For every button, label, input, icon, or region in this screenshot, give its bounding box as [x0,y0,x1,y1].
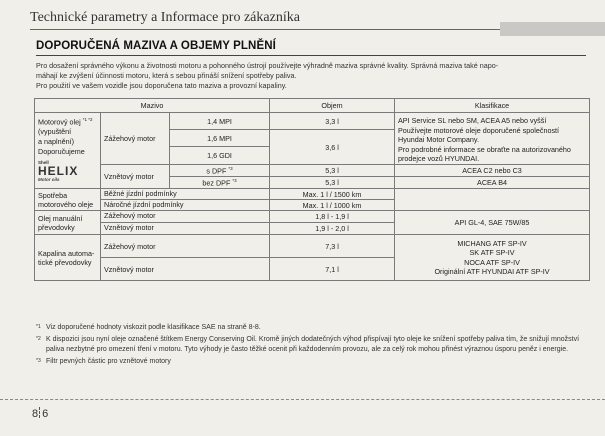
intro-line: Pro dosažení správného výkonu a životnosti motoru a pohonného ústrojí používejte výhradně maziva správné kvality. Správná maziva také napo- [36,61,499,70]
condition-cell: Náročné jízdní podmínky [101,200,270,211]
volume-cell: 5,3 l [270,177,395,189]
engine-cell: 1,6 MPI [170,130,270,147]
footnote [36,357,586,366]
engine-cell: Vznětový motor [101,223,270,235]
intro-line: máhají ke zvýšení účinnosti motoru, která s sebou přináší snížení spotřeby paliva. [36,71,297,80]
motor-oil-line: Doporučujeme [38,147,85,157]
footnote [36,335,586,354]
section-rule [36,55,586,56]
volume-cell: 3,3 l [270,113,395,130]
footnote [36,323,586,332]
class-line: MICHANG ATF SP-IV [457,238,527,248]
footnote-text: Filtr pevných částic pro vznětové motory [46,358,171,366]
page-separator [39,407,41,418]
condition-cell: Běžné jízdní podmínky [101,189,270,200]
footer-dashed-rule [0,399,605,400]
class-line: Originální ATF HYUNDAI ATF SP-IV [434,267,550,276]
petrol-engine-label: Zážehový motor [101,113,170,165]
table-row [35,211,590,223]
volume-cell: 5,3 l [270,165,395,177]
section-title: DOPORUČENÁ MAZIVA A OBJEMY PLNĚNÍ [36,40,276,52]
class-line: NOCA ATF SP-IV [464,257,520,267]
header-rule [30,29,500,30]
footnote-mark: *1 [36,324,41,330]
motor-oil-line: a naplnění) [38,137,74,147]
logo-motor-text: Motor oils [38,177,60,183]
class-cell: ACEA C2 nebo C3 [395,165,590,177]
motor-oil-line: (vypuštění [38,127,72,137]
engine-cell: Zážehový motor [101,211,270,223]
footnote-ref: *3 [232,177,237,183]
engine-cell: 1,6 GDI [170,147,270,165]
table-row [35,113,590,130]
engine-cell: Zážehový motor [101,235,270,258]
table-row [35,189,590,200]
page-section: 8 [32,408,39,420]
footnotes [36,323,586,370]
table-row [35,235,590,258]
volume-cell: Max. 1 l / 1000 km [270,200,395,211]
footnote-ref: *3 [228,165,233,171]
volume-cell: 1,9 l - 2,0 l [270,223,395,235]
class-line: SK ATF SP-IV [469,248,515,257]
header-klasifikace: Klasifikace [395,99,590,113]
logo-helix-text: HELIX [38,164,79,179]
intro-text [36,61,588,91]
manual-transmission-label: Olej manuální převodovky [35,211,101,235]
volume-cell: 7,1 l [270,258,395,281]
shell-helix-logo [38,160,96,186]
automatic-transmission-label: Kapalina automa-tické převodovky [35,235,101,281]
page-header-title: Technické parametry a Informace pro zákazníka [30,10,300,25]
engine-cell: 1,4 MPI [170,113,270,130]
header-mazivo: Mazivo [35,99,270,113]
volume-cell: 7,3 l [270,235,395,258]
class-line: API Service SL nebo SM, ACEA A5 nebo vyšší [398,116,547,125]
class-line: Používejte motorové oleje doporučené společností Hyundai Motor Company. [398,125,560,144]
footnote-text: K dispozici jsou nyní oleje označené štítkem Energy Conserving Oil. Kromě jiných dodatečných výhod přispívají tyto oleje ke snížení spotřeby paliva tím, že snižují množství paliva nezbytné pro omezení tření v motoru. Tyto výhody je často těžké ocenit při každodenním provozu, ale za celý rok mohou přinést výraznou úsporu peněz i energie. [46,336,580,353]
intro-line: Pro použití ve vašem vozidle jsou doporučena tato maziva a provozní kapaliny. [36,81,287,90]
logo-shell-text: Shell [38,160,49,166]
footnote-mark: *3 [36,358,41,365]
engine-dpf: s DPF [206,166,227,176]
engine-no-dpf: bez DPF [202,178,231,188]
motor-oil-line: Motorový olej [38,117,81,127]
class-cell [395,189,590,211]
footnote-ref: *1 *2 [82,117,93,122]
volume-cell: 1,8 l - 1,9 l [270,211,395,223]
petrol-classification [395,113,590,165]
page-number [32,407,48,420]
diesel-engine-label: Vznětový motor [101,165,170,189]
table-row [35,165,590,177]
class-cell: API GL-4, SAE 75W/85 [395,211,590,235]
class-cell: ACEA B4 [395,177,590,189]
page-index: 6 [42,408,49,420]
volume-cell: Max. 1 l / 1500 km [270,189,395,200]
header-objem: Objem [270,99,395,113]
oil-consumption-label: Spotřeba motorového oleje [35,189,101,211]
table-header-row [35,99,590,113]
class-cell [395,235,590,281]
motor-oil-label [35,113,101,189]
class-line: Pro podrobné informace se obraťte na autorizovaného prodejce vozů HYUNDAI. [398,144,571,163]
volume-cell: 3,6 l [270,130,395,165]
lubricants-table [34,98,590,281]
footnote-text: Viz doporučené hodnoty viskozit podle klasifikace SAE na straně 8-8. [46,324,261,331]
footnote-mark: *2 [36,336,41,343]
engine-cell [170,177,270,189]
header-tab-bar [500,22,605,36]
engine-cell: Vznětový motor [101,258,270,281]
engine-cell [170,165,270,177]
